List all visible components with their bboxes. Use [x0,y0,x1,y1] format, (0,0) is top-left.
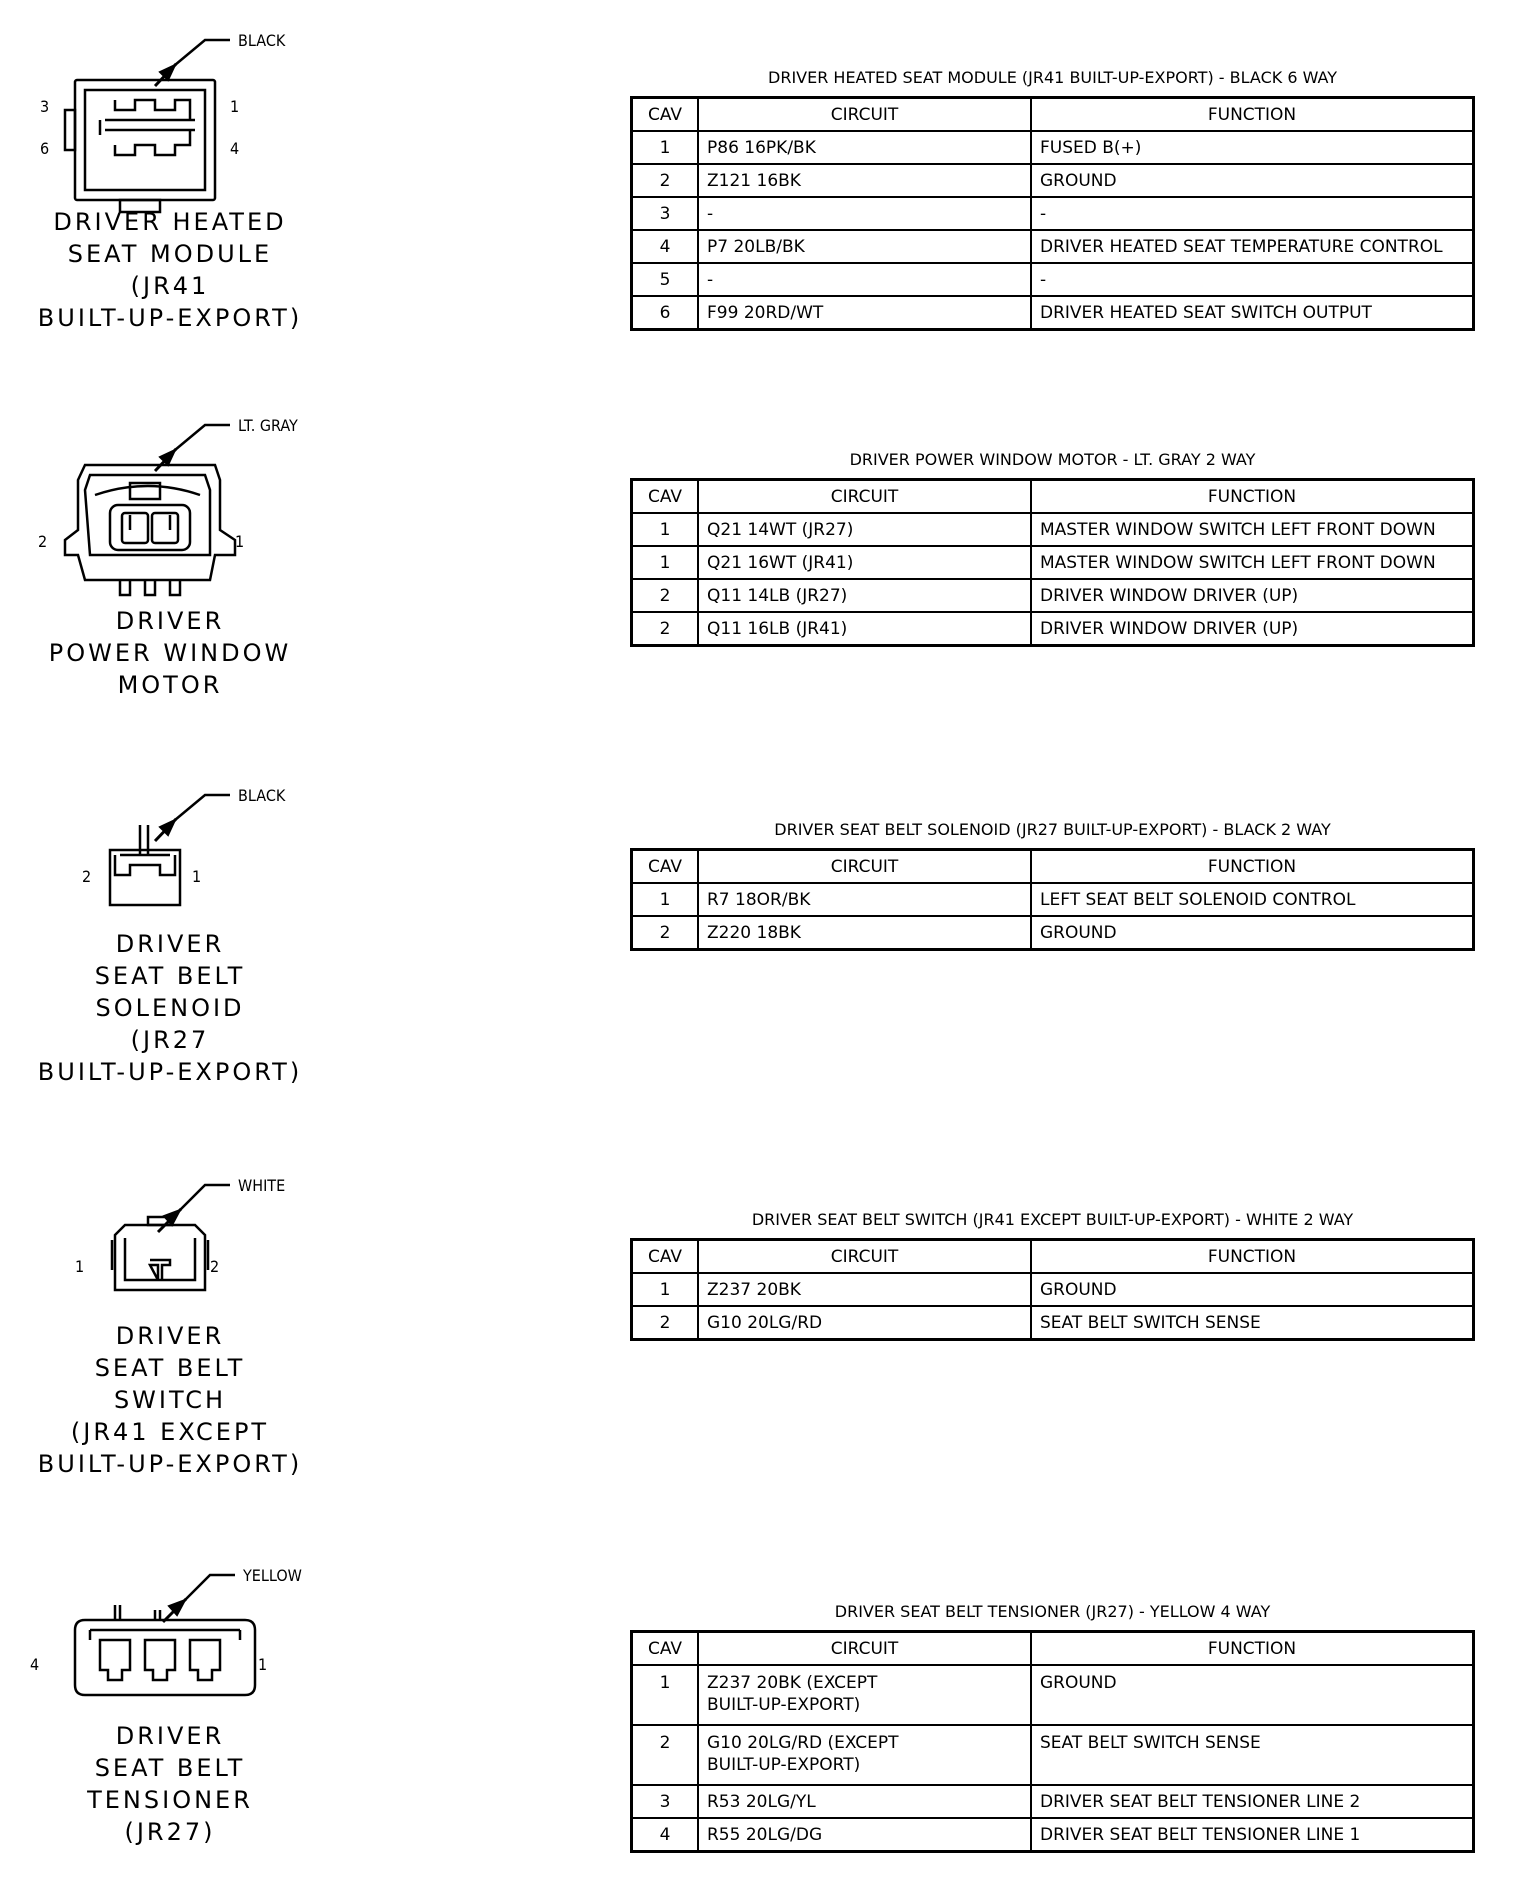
header-circuit: CIRCUIT [698,480,1031,514]
cav-cell: 2 [632,612,699,646]
function-cell: FUSED B(+) [1031,131,1474,164]
header-cav: CAV [632,1240,699,1274]
circuit-cell: Z237 20BK [698,1273,1031,1306]
cav-cell: 1 [632,131,699,164]
connector-name-line: BUILT-UP-EXPORT) [37,1450,303,1478]
pinout-table [630,478,1475,647]
cav-cell: 2 [632,1725,699,1785]
cav-cell: 2 [632,916,699,950]
function-cell: SEAT BELT SWITCH SENSE [1031,1306,1474,1340]
table-header-row [632,98,1474,132]
pin-number: 2 [38,532,48,551]
circuit-cell [698,1725,1031,1785]
cav-cell: 1 [632,883,699,916]
header-function: FUNCTION [1031,850,1474,884]
pin-number: 4 [30,1655,40,1674]
connector-name-line: SWITCH [113,1386,227,1414]
circuit-line: G10 20LG/RD (EXCEPT [707,1733,899,1753]
connector-name-line: POWER WINDOW [48,639,292,667]
function-cell: DRIVER WINDOW DRIVER (UP) [1031,612,1474,646]
connector-name-line: DRIVER [115,607,225,635]
connector-name-line: DRIVER [115,930,225,958]
function-cell: DRIVER WINDOW DRIVER (UP) [1031,579,1474,612]
header-circuit: CIRCUIT [698,1632,1031,1666]
pin-number: 1 [75,1257,85,1276]
table-row [632,164,1474,197]
table-row [632,612,1474,646]
function-cell: MASTER WINDOW SWITCH LEFT FRONT DOWN [1031,513,1474,546]
circuit-line: BUILT-UP-EXPORT) [707,1755,861,1775]
table-title: DRIVER SEAT BELT SWITCH (JR41 EXCEPT BUILT-UP-EXPORT) - WHITE 2 WAY [751,1210,1354,1229]
function-cell: SEAT BELT SWITCH SENSE [1031,1725,1474,1785]
pinout-table [630,96,1475,331]
table-header-row [632,850,1474,884]
pin-number: 1 [192,867,202,886]
connector-name [30,605,310,701]
function-cell: - [1031,197,1474,230]
table-row [632,131,1474,164]
connector-name [30,206,310,334]
circuit-cell: Z121 16BK [698,164,1031,197]
table-title: DRIVER POWER WINDOW MOTOR - LT. GRAY 2 WAY [849,450,1256,469]
circuit-cell: Q21 14WT (JR27) [698,513,1031,546]
table-title: DRIVER HEATED SEAT MODULE (JR41 BUILT-UP-EXPORT) - BLACK 6 WAY [768,68,1337,87]
connector-name [30,1320,310,1480]
pin-number: 1 [258,1655,268,1674]
function-cell: GROUND [1031,1665,1474,1725]
cav-cell: 1 [632,513,699,546]
connector-name-line: BUILT-UP-EXPORT) [37,1058,303,1086]
connector-name-line: SEAT BELT [94,1754,246,1782]
header-circuit: CIRCUIT [698,850,1031,884]
function-cell: LEFT SEAT BELT SOLENOID CONTROL [1031,883,1474,916]
table-row [632,263,1474,296]
header-circuit: CIRCUIT [698,98,1031,132]
table-title: DRIVER SEAT BELT TENSIONER (JR27) - YELLOW 4 WAY [834,1602,1271,1621]
circuit-cell: G10 20LG/RD [698,1306,1031,1340]
function-cell: DRIVER SEAT BELT TENSIONER LINE 1 [1031,1818,1474,1852]
pinout-table [630,1238,1475,1341]
table-row [632,1725,1474,1785]
table-row [632,197,1474,230]
header-cav: CAV [632,480,699,514]
connector-color-label: BLACK [238,31,286,50]
circuit-line: Z237 20BK (EXCEPT [707,1673,878,1693]
cav-cell: 1 [632,1273,699,1306]
cav-cell: 2 [632,1306,699,1340]
connector-name [30,1720,310,1848]
connector-name-line: (JR27 [130,1026,210,1054]
table-header-row [632,1632,1474,1666]
circuit-cell: Z220 18BK [698,916,1031,950]
connector-color-label: LT. GRAY [238,416,298,435]
header-cav: CAV [632,850,699,884]
circuit-cell: - [698,197,1031,230]
header-function: FUNCTION [1031,1632,1474,1666]
connector-name-line: DRIVER [115,1322,225,1350]
circuit-cell: R55 20LG/DG [698,1818,1031,1852]
pin-number: 1 [230,97,240,116]
cav-cell: 6 [632,296,699,330]
connector-graphic [30,20,330,340]
table-row [632,230,1474,263]
connector-graphic [30,405,330,725]
table-header-row [632,480,1474,514]
table-row [632,546,1474,579]
cav-cell: 1 [632,546,699,579]
pinout-table [630,1630,1475,1853]
circuit-line: BUILT-UP-EXPORT) [707,1695,861,1715]
header-circuit: CIRCUIT [698,1240,1031,1274]
table-row [632,1818,1474,1852]
header-function: FUNCTION [1031,480,1474,514]
function-cell: GROUND [1031,1273,1474,1306]
table-row [632,883,1474,916]
circuit-cell: - [698,263,1031,296]
pin-number: 2 [82,867,92,886]
circuit-cell: F99 20RD/WT [698,296,1031,330]
circuit-cell: Q21 16WT (JR41) [698,546,1031,579]
header-function: FUNCTION [1031,98,1474,132]
circuit-cell: P86 16PK/BK [698,131,1031,164]
table-title: DRIVER SEAT BELT SOLENOID (JR27 BUILT-UP-EXPORT) - BLACK 2 WAY [774,820,1331,839]
table-row [632,579,1474,612]
connector-name-line: (JR27) [124,1818,216,1846]
pin-number: 6 [40,139,50,158]
cav-cell: 5 [632,263,699,296]
function-cell: - [1031,263,1474,296]
connector-color-label: BLACK [238,786,286,805]
header-function: FUNCTION [1031,1240,1474,1274]
function-cell: GROUND [1031,916,1474,950]
connector-name-line: DRIVER [115,1722,225,1750]
connector-name-line: SEAT BELT [94,1354,246,1382]
connector-name [30,928,310,1088]
table-row [632,296,1474,330]
pin-number: 2 [210,1257,220,1276]
cav-cell: 1 [632,1665,699,1725]
circuit-cell: Q11 14LB (JR27) [698,579,1031,612]
connector-name-line: TENSIONER [87,1786,253,1814]
table-row [632,916,1474,950]
header-cav: CAV [632,98,699,132]
function-cell: GROUND [1031,164,1474,197]
circuit-cell [698,1665,1031,1725]
cav-cell: 2 [632,579,699,612]
cav-cell: 4 [632,1818,699,1852]
connector-graphic [30,1170,330,1500]
function-cell: DRIVER SEAT BELT TENSIONER LINE 2 [1031,1785,1474,1818]
cav-cell: 2 [632,164,699,197]
connector-graphic [30,780,330,1110]
function-cell: DRIVER HEATED SEAT SWITCH OUTPUT [1031,296,1474,330]
connector-name-line: MOTOR [117,671,223,699]
circuit-cell: R7 18OR/BK [698,883,1031,916]
connector-color-label: YELLOW [243,1566,302,1585]
table-row [632,1785,1474,1818]
circuit-cell: Q11 16LB (JR41) [698,612,1031,646]
pinout-table [630,848,1475,951]
connector-color-label: WHITE [238,1176,286,1195]
table-row [632,1273,1474,1306]
connector-name-line: (JR41 [130,272,210,300]
function-cell: DRIVER HEATED SEAT TEMPERATURE CONTROL [1031,230,1474,263]
circuit-cell: R53 20LG/YL [698,1785,1031,1818]
pin-number: 1 [235,532,245,551]
connector-name-line: SEAT MODULE [67,240,273,268]
connector-name-line: (JR41 EXCEPT [70,1418,270,1446]
function-cell: MASTER WINDOW SWITCH LEFT FRONT DOWN [1031,546,1474,579]
circuit-cell: P7 20LB/BK [698,230,1031,263]
pin-number: 4 [230,139,240,158]
header-cav: CAV [632,1632,699,1666]
table-row [632,1306,1474,1340]
cav-cell: 4 [632,230,699,263]
table-header-row [632,1240,1474,1274]
connector-graphic [30,1560,330,1880]
table-row [632,1665,1474,1725]
cav-cell: 3 [632,197,699,230]
connector-name-line: SEAT BELT [94,962,246,990]
cav-cell: 3 [632,1785,699,1818]
pin-number: 3 [40,97,50,116]
connector-name-line: DRIVER HEATED [53,208,287,236]
table-row [632,513,1474,546]
connector-name-line: SOLENOID [95,994,245,1022]
connector-name-line: BUILT-UP-EXPORT) [37,304,303,332]
